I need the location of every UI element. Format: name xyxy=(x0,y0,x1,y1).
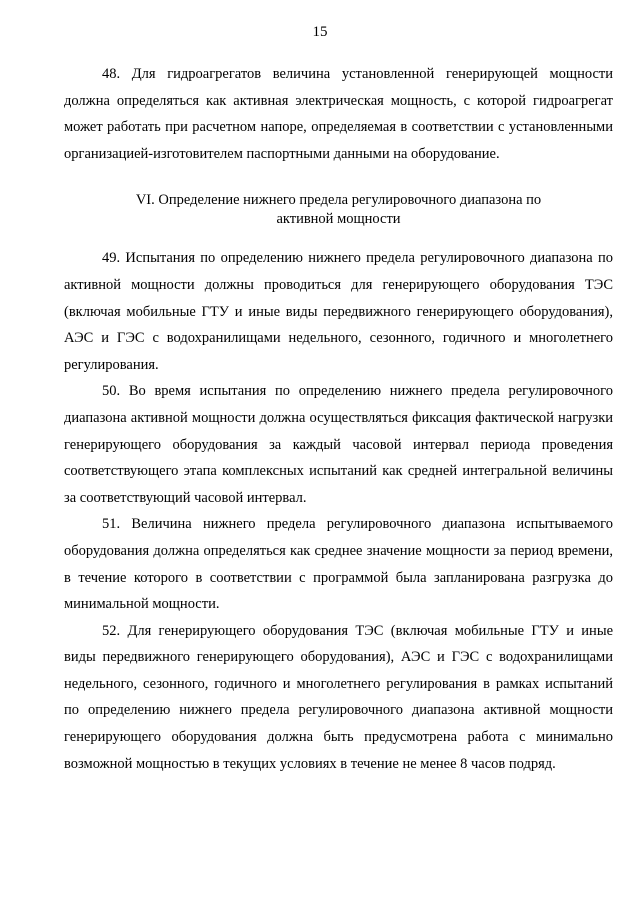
paragraph-50: 50. Во время испытания по определению нижнего предела регулировочного диапазона активной мощности должна осуществляться фиксация фактической нагрузки генерирующего оборудования за каждый часовой интервал периода проведения соответствующего этапа комплексных испытаний как средней интегральной величины за соответствующий часовой интервал. xyxy=(64,383,613,506)
page-number: 15 xyxy=(312,24,328,40)
paragraph-48: 48. Для гидроагрегатов величина установленной генерирующей мощности должна определяться как активная электрическая мощность, с которой гидроагрегат может работать при расчетном напоре, определяемая в соответствии с установленными организацией-изготовителем паспортными данными на оборудование. xyxy=(64,66,613,162)
paragraph-51: 51. Величина нижнего предела регулировочного диапазона испытываемого оборудования должна определяться как среднее значение мощности за период времени, в течение которого в соответствии с программой была запланирована разгрузка до минимальной мощности. xyxy=(64,516,613,613)
document-body xyxy=(64,61,613,777)
paragraph-49: 49. Испытания по определению нижнего предела регулировочного диапазона по активной мощности должны проводиться для генерирующего оборудования ТЭС (включая мобильные ГТУ и иные виды передвижного генерирующего оборудования), АЭС и ГЭС с водохранилищами недельного, сезонного, годичного и многолетнего регулирования. xyxy=(64,250,613,373)
paragraph-52: 52. Для генерирующего оборудования ТЭС (включая мобильные ГТУ и иные виды передвижного генерирующего оборудования), АЭС и ГЭС с водохранилищами недельного, сезонного, годичного и многолетнего регулирования в рамках испытаний по определению нижнего предела регулировочного диапазона активной мощности генерирующего оборудования должна быть предусмотрена работа с минимально возможной мощностью в текущих условиях в течение не менее 8 часов подряд. xyxy=(64,622,613,772)
section-heading: VI. Определение нижнего предела регулировочного диапазона по активной мощности xyxy=(135,192,542,228)
